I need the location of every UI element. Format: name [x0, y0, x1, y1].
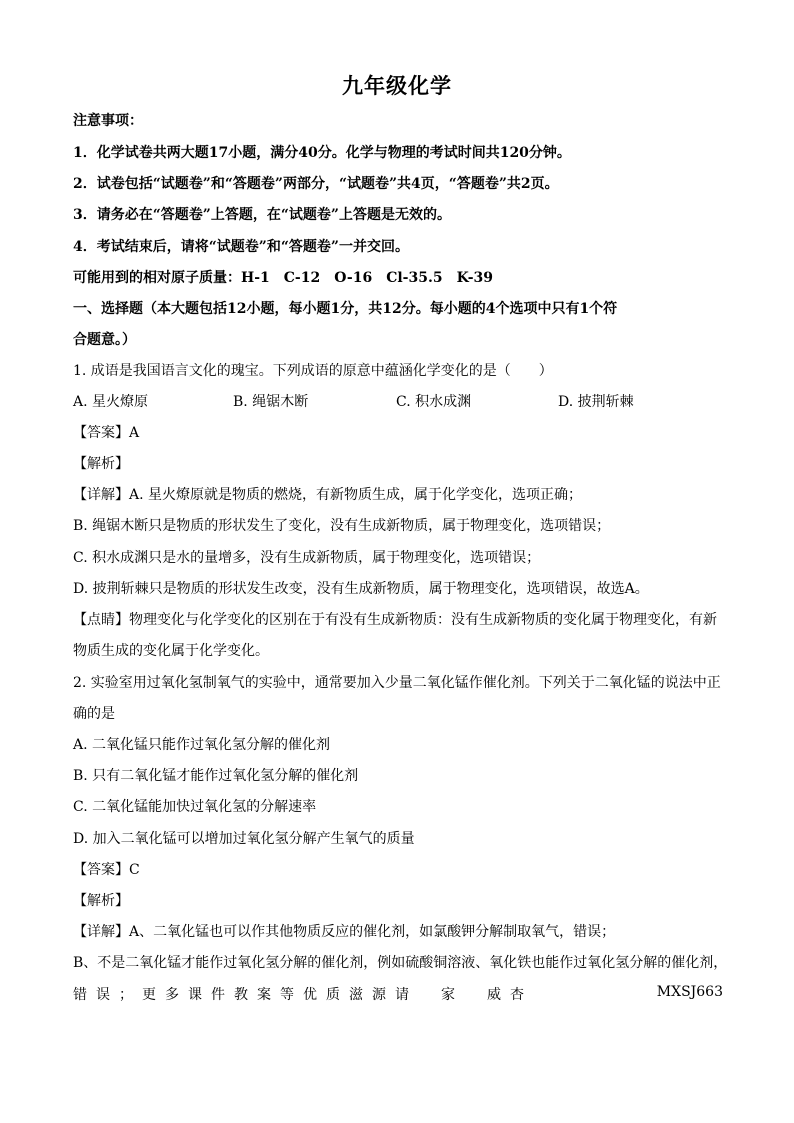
section-heading-line-1: 一、选择题（本大题包括12小题，每小题1分，共12分。每小题的4个选项中只有1个符	[73, 301, 618, 317]
notice-heading: 注意事项：	[73, 113, 143, 129]
q1-detail-line-3: C. 积水成渊只是水的量增多，没有生成新物质，属于物理变化，选项错误；	[73, 550, 541, 566]
q1-comment-line-1: 【点睛】物理变化与化学变化的区别在于有没有生成新物质：没有生成新物质的变化属于物理变化，有新	[73, 612, 717, 628]
q2-detail-line-3	[73, 984, 723, 1004]
q1-answer: 【答案】A	[73, 425, 140, 441]
q2-detail-line-2: B、不是二氧化锰才能作过氧化氢分解的催化剂，例如硫酸铜溶液、氧化铁也能作过氧化氢分解的催化剂，	[73, 955, 728, 971]
q1-stem: 1. 成语是我国语言文化的瑰宝。下列成语的原意中蕴涵化学变化的是（ ）	[73, 363, 553, 379]
q1-option-b: B. 绳锯木断	[233, 394, 309, 410]
atomic-masses: 可能用到的相对原子质量：H-1 C-12 O-16 Cl-35.5 K-39	[73, 270, 494, 286]
q1-option-d: D. 披荆斩棘	[558, 394, 634, 410]
q1-analysis-label: 【解析】	[73, 456, 129, 472]
notice-item-3: 3．请务必在“答题卷”上答题，在“试题卷”上答题是无效的。	[73, 207, 451, 223]
q1-options	[73, 391, 733, 411]
section-heading-line-2: 合题意。）	[73, 332, 136, 348]
q1-option-a: A. 星火燎原	[73, 394, 149, 410]
notice-item-2: 2．试卷包括“试题卷”和“答题卷”两部分，“试题卷”共4页，“答题卷”共2页。	[73, 176, 559, 192]
notice-item-4: 4．考试结束后，请将“试题卷”和“答题卷”一并交回。	[73, 239, 409, 255]
page-title: 九年级化学	[342, 73, 452, 98]
q2-option-a: A. 二氧化锰只能作过氧化氢分解的催化剂	[73, 737, 331, 753]
watermark-code: MXSJ663	[656, 984, 723, 1000]
q1-detail-line-4: D. 披荆斩棘只是物质的形状发生改变，没有生成新物质，属于物理变化，选项错误，故选A。	[73, 581, 649, 597]
q2-option-b: B. 只有二氧化锰才能作过氧化氢分解的催化剂	[73, 768, 359, 784]
q1-detail-line-1: 【详解】A. 星火燎原就是物质的燃烧，有新物质生成，属于化学变化，选项正确；	[73, 487, 583, 503]
q2-answer: 【答案】C	[73, 862, 140, 878]
q2-detail-line-1: 【详解】A、二氧化锰也可以作其他物质反应的催化剂，如氯酸钾分解制取氧气，错误；	[73, 924, 616, 940]
q1-detail-line-2: B. 绳锯木断只是物质的形状发生了变化，没有生成新物质，属于物理变化，选项错误；	[73, 518, 611, 534]
q2-detail-line-3-text: 错误；更多课件教案等优质滋源请 家 威杏	[73, 987, 533, 1003]
q1-comment-line-2: 物质生成的变化属于化学变化。	[73, 643, 269, 659]
notice-item-1: 1．化学试卷共两大题17小题，满分40分。化学与物理的考试时间共120分钟。	[73, 145, 571, 161]
q2-option-d: D. 加入二氧化锰可以增加过氧化氢分解产生氧气的质量	[73, 831, 415, 847]
q2-option-c: C. 二氧化锰能加快过氧化氢的分解速率	[73, 799, 317, 815]
q2-stem-line-1: 2. 实验室用过氧化氢制氧气的实验中，通常要加入少量二氧化锰作催化剂。下列关于二氧化锰的说法中正	[73, 675, 721, 691]
q2-analysis-label: 【解析】	[73, 893, 129, 909]
q2-stem-line-2: 确的是	[73, 706, 115, 722]
q1-option-c: C. 积水成渊	[396, 394, 472, 410]
